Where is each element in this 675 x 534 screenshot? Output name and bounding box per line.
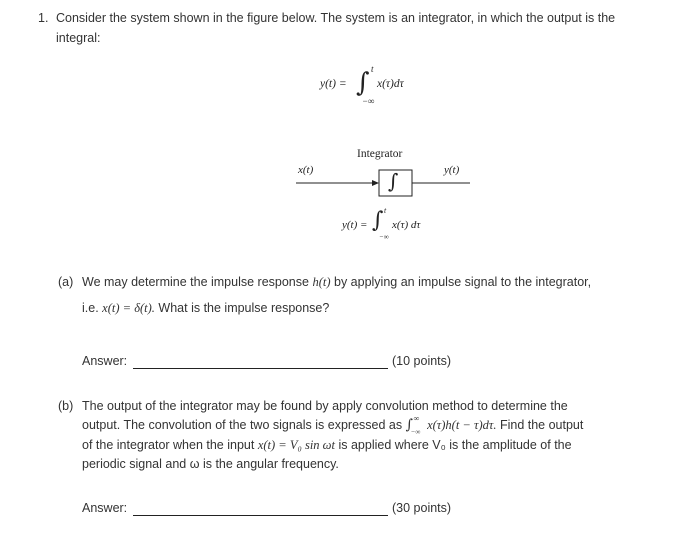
part-a-letter: (a) xyxy=(58,275,74,289)
part-a-line2 xyxy=(82,298,329,318)
part-b-line3-pre: of the integrator when the input xyxy=(82,438,255,452)
part-b-line4: periodic signal and ω is the angular frequency. xyxy=(82,457,339,471)
top-equation-integral-sign: ∫ xyxy=(356,68,370,98)
figure-equation-integral-sign: ∫ xyxy=(372,208,384,233)
top-equation-lower-limit: −∞ xyxy=(362,96,375,106)
part-b-line3 xyxy=(82,435,572,455)
part-b-integral-sign-icon: ∫ xyxy=(405,417,413,433)
part-b-line2-pre: output. The convolution of the two signals is expressed as xyxy=(82,418,403,432)
part-b-answer-label: Answer: xyxy=(82,501,128,515)
part-a-answer-field[interactable] xyxy=(133,368,388,369)
part-a-line2-math: x(t) = δ(t). xyxy=(102,301,155,315)
part-b-line1: The output of the integrator may be found by apply convolution method to determine the xyxy=(82,399,568,413)
input-arrow-head xyxy=(372,180,379,186)
part-a-line1-post: by applying an impulse signal to the integrator, xyxy=(334,275,592,289)
question-text-line2: integral: xyxy=(56,31,101,45)
part-b-line2-post: Find the output xyxy=(499,418,584,432)
top-equation-integrand: x(τ)dτ xyxy=(377,78,404,90)
figure-equation-upper-limit: t xyxy=(384,206,387,215)
part-b-line2-integral xyxy=(406,415,424,435)
top-equation-upper-limit: t xyxy=(371,64,374,74)
part-a-line2-pre: i.e. xyxy=(82,301,99,315)
figure-equation-integrand: x(τ) dτ xyxy=(392,219,421,231)
part-b-points: (30 points) xyxy=(392,501,452,515)
part-b-letter: (b) xyxy=(58,399,74,413)
question-text-line1: Consider the system shown in the figure below. The system is an integrator, in which the output is the xyxy=(56,11,616,25)
output-label: y(t) xyxy=(444,164,460,176)
part-a-line1-pre: We may determine the impulse response xyxy=(82,275,309,289)
part-a-line1 xyxy=(82,272,591,292)
input-label: x(t) xyxy=(298,164,314,176)
figure-equation-lower-limit: −∞ xyxy=(379,233,389,241)
part-a-line1-math: h(t) xyxy=(312,275,331,289)
part-b-line2 xyxy=(82,415,583,435)
integrator-block-symbol: ∫ xyxy=(388,169,399,193)
part-a-line2-post: What is the impulse response? xyxy=(158,301,330,315)
part-a-points: (10 points) xyxy=(392,354,452,368)
part-a-answer-label: Answer: xyxy=(82,354,128,368)
part-b-integral-upper: ∞ xyxy=(413,414,420,423)
part-b-line3-math: x(t) = V₀ sin ωt xyxy=(257,438,335,452)
top-equation-lhs: y(t) = xyxy=(320,78,347,90)
part-b-integral-lower: −∞ xyxy=(410,428,421,436)
question-number: 1. xyxy=(38,11,49,25)
part-b-answer-field[interactable] xyxy=(133,515,388,516)
figure-equation-lhs: y(t) = xyxy=(342,219,368,231)
part-b-line2-math: x(τ)h(t − τ)dτ. xyxy=(427,418,497,432)
part-b-line3-post: is applied where V₀ is the amplitude of the xyxy=(338,438,572,452)
integrator-title: Integrator xyxy=(357,148,403,160)
